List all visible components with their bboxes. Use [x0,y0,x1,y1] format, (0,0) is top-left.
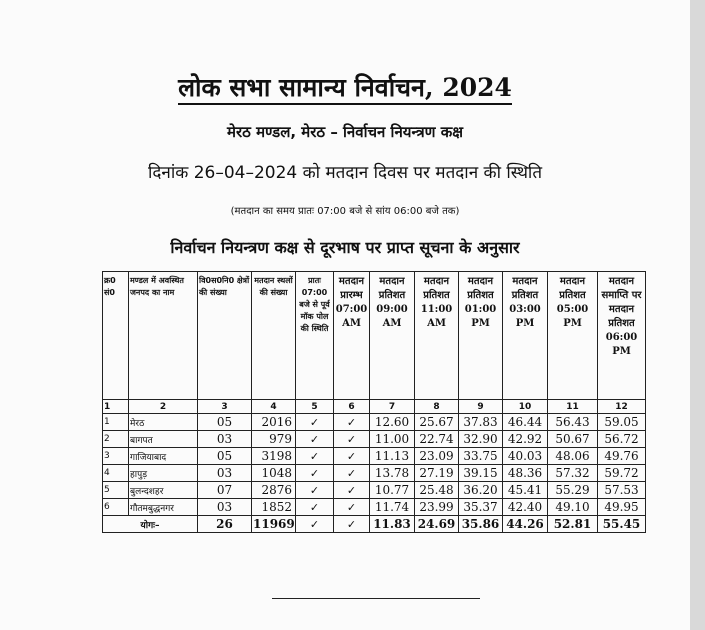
row-1100: 23.99 [415,499,459,516]
row-constituencies: 03 [198,431,252,448]
column-number: 10 [503,400,548,414]
row-0300: 45.41 [503,482,548,499]
source-note: निर्वाचन नियन्त्रण कक्ष से दूरभाष पर प्राप्त सूचना के अनुसार [170,238,520,257]
col-header-0500: मतदान प्रतिशत 05:00 PM [548,272,598,400]
row-0100: 39.15 [459,465,503,482]
total-constituencies: 26 [198,516,252,533]
row-mockpoll-check: ✓ [296,465,334,482]
total-0500: 52.81 [548,516,598,533]
col-header-0300: मतदान प्रतिशत 03:00 PM [503,272,548,400]
row-district: बागपत [129,431,198,448]
row-0100: 36.20 [459,482,503,499]
row-0600: 49.95 [598,499,646,516]
row-sno: 6 [103,499,129,516]
row-start-check: ✓ [334,482,370,499]
col-header-0900: मतदान प्रतिशत 09:00 AM [370,272,415,400]
col-header-district: मण्डल में अवस्थित जनपद का नाम [129,272,198,400]
row-0900: 11.00 [370,431,415,448]
polling-timing-note: (मतदान का समय प्रातः 07:00 बजे से सांय 06:00 बजे तक) [230,206,460,217]
row-1100: 25.48 [415,482,459,499]
col-header-stations: मतदान स्थलों की संख्या [252,272,296,400]
total-stations: 11969 [253,517,295,531]
column-number: 12 [598,400,646,414]
row-1100: 25.67 [415,414,459,431]
table-row [103,448,646,465]
row-0600: 57.53 [598,482,646,499]
row-1100: 23.09 [415,448,459,465]
col-header-mockpoll: प्रातः 07:00 बजे से पूर्व मॉक पोल की स्थिति [296,272,334,400]
row-stations: 979 [252,431,296,448]
table-row [103,499,646,516]
total-0600: 55.45 [598,516,646,533]
table-row [103,465,646,482]
column-number: 6 [334,400,370,414]
row-0100: 35.37 [459,499,503,516]
row-0500: 50.67 [548,431,598,448]
row-0100: 33.75 [459,448,503,465]
table-row [103,482,646,499]
row-start-check: ✓ [334,414,370,431]
row-0600: 59.72 [598,465,646,482]
table-row [103,414,646,431]
row-0900: 11.74 [370,499,415,516]
row-0100: 37.83 [459,414,503,431]
col-header-0600: मतदान समाप्ति पर मतदान प्रतिशत 06:00 PM [598,272,646,400]
row-sno: 2 [103,431,129,448]
column-number: 2 [129,400,198,414]
row-0300: 40.03 [503,448,548,465]
row-0300: 46.44 [503,414,548,431]
row-0900: 12.60 [370,414,415,431]
row-sno: 5 [103,482,129,499]
row-mockpoll-check: ✓ [296,448,334,465]
row-stations: 3198 [252,448,296,465]
column-number: 3 [198,400,252,414]
date-line: दिनांक 26–04–2024 को मतदान दिवस पर मतदान की स्थिति [147,163,543,183]
row-mockpoll-check: ✓ [296,431,334,448]
row-mockpoll-check: ✓ [296,499,334,516]
row-stations: 1852 [252,499,296,516]
row-0500: 57.32 [548,465,598,482]
row-stations: 1048 [252,465,296,482]
total-0300: 44.26 [503,516,548,533]
row-district: मेरठ [129,414,198,431]
row-0900: 10.77 [370,482,415,499]
row-constituencies: 03 [198,499,252,516]
row-0300: 42.40 [503,499,548,516]
row-0100: 32.90 [459,431,503,448]
row-1100: 22.74 [415,431,459,448]
row-constituencies: 05 [198,414,252,431]
col-header-constituencies: वि0स0नि0 क्षेत्रों की संख्या [198,272,252,400]
row-0600: 49.76 [598,448,646,465]
row-0600: 56.72 [598,431,646,448]
row-constituencies: 03 [198,465,252,482]
row-0500: 49.10 [548,499,598,516]
total-row [103,516,646,533]
row-stations: 2876 [252,482,296,499]
row-0600: 59.05 [598,414,646,431]
column-number: 8 [415,400,459,414]
office-subtitle: मेरठ मण्डल, मेरठ – निर्वाचन नियन्त्रण कक्ष [227,123,463,141]
row-constituencies: 07 [198,482,252,499]
row-start-check: ✓ [334,499,370,516]
column-number: 11 [548,400,598,414]
row-start-check: ✓ [334,448,370,465]
row-sno: 1 [103,414,129,431]
row-district: बुलन्दशहर [129,482,198,499]
row-district: गाजियाबाद [129,448,198,465]
total-start-check: ✓ [334,516,370,533]
row-district: हापुड़ [129,465,198,482]
row-0300: 48.36 [503,465,548,482]
column-number: 5 [296,400,334,414]
row-mockpoll-check: ✓ [296,482,334,499]
total-0900: 11.83 [370,516,415,533]
col-header-0100: मतदान प्रतिशत 01:00 PM [459,272,503,400]
table-row [103,431,646,448]
column-number: 4 [252,400,296,414]
total-mockpoll-check: ✓ [296,516,334,533]
column-number-row [103,400,646,414]
row-1100: 27.19 [415,465,459,482]
row-0500: 55.29 [548,482,598,499]
header-row [103,272,646,400]
col-header-sno: क्र0 सं0 [103,272,129,400]
row-district: गौतमबुद्धनगर [129,499,198,516]
total-0100: 35.86 [459,516,503,533]
row-mockpoll-check: ✓ [296,414,334,431]
document-title: लोक सभा सामान्य निर्वाचन, 2024 [0,70,690,104]
total-1100: 24.69 [415,516,459,533]
col-header-start: मतदान प्रारम्भ 07:00 AM [334,272,370,400]
polling-status-table [102,271,646,533]
column-number: 7 [370,400,415,414]
row-constituencies: 05 [198,448,252,465]
col-header-1100: मतदान प्रतिशत 11:00 AM [415,272,459,400]
row-0500: 48.06 [548,448,598,465]
row-stations: 2016 [252,414,296,431]
row-sno: 4 [103,465,129,482]
total-label: योगः– [103,516,198,533]
row-0500: 56.43 [548,414,598,431]
footer-rule [272,598,480,599]
row-start-check: ✓ [334,465,370,482]
column-number: 9 [459,400,503,414]
row-0900: 13.78 [370,465,415,482]
column-number: 1 [103,400,129,414]
row-0900: 11.13 [370,448,415,465]
row-start-check: ✓ [334,431,370,448]
row-0300: 42.92 [503,431,548,448]
row-sno: 3 [103,448,129,465]
